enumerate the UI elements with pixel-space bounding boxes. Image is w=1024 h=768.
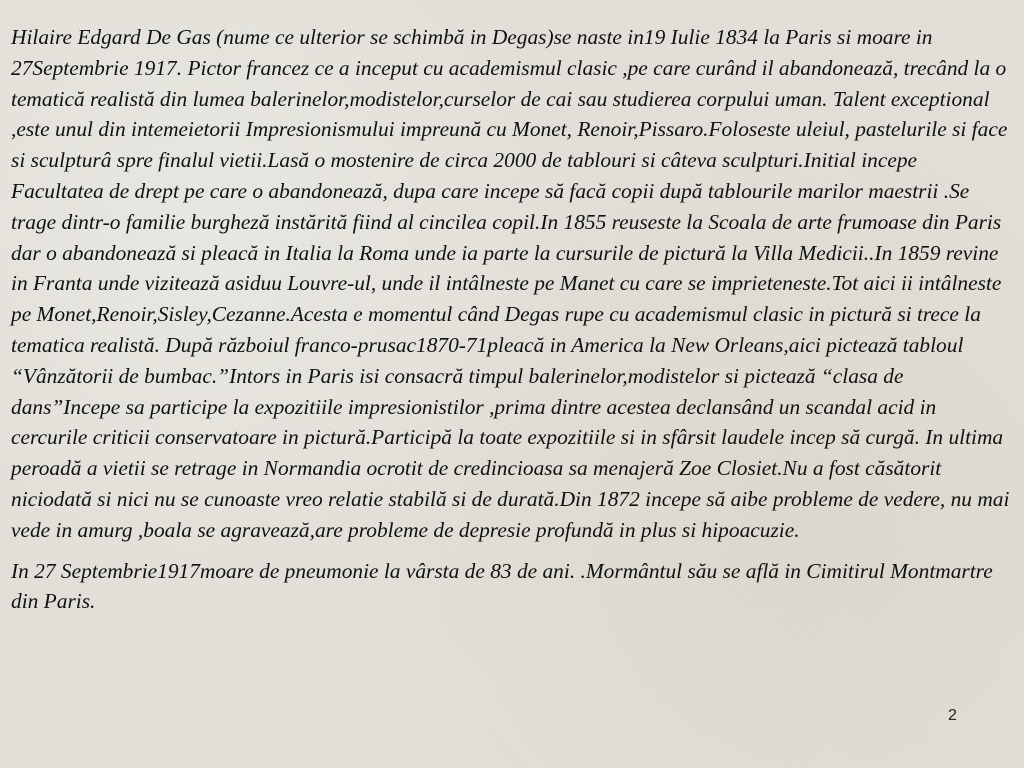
paragraph-death: In 27 Septembrie1917moare de pneumonie la vârsta de 83 de ani. .Mormântul său se află in Cimitirul Montmartre din Paris.: [11, 558, 993, 614]
slide-body-text: [11, 22, 1011, 617]
paragraph-biography: Hilaire Edgard De Gas (nume ce ulterior se schimbă in Degas)se naste in19 Iulie 1834 la Paris si moare in 27Septembrie 1917. Pictor francez ce a inceput cu academismul clasic ,pe care curând il abandonează, trecând la o tematică realistă din lumea balerinelor,modistelor,curselor de cai sau studierea corpului uman. Talent exceptional ,este unul din intemeietorii Impresionismului impreună cu Monet, Renoir,Pissaro.Foloseste uleiul, pastelurile si face si sculpturâ spre finalul vietii.Lasă o mostenire de circa 2000 de tablouri si câteva sculpturi.Initial incepe Facultatea de drept pe care o abandonează, dupa care incepe să facă copii după tablourile marilor maestrii .Se trage dintr-o familie burgheză instărită fiind al cincilea copil.In 1855 reuseste la Scoala de arte frumoase din Paris dar o abandonează si pleacă in Italia la Roma unde ia parte la cursurile de pictură la Villa Medicii..In 1859 revine in Franta unde vizitează asiduu Louvre-ul, unde il intâlneste pe Manet cu care se imprieteneste.Tot aici ii intâlneste pe Monet,Renoir,Sisley,Cezanne.Acesta e momentul când Degas rupe cu academismul clasic in pictură si trece la tematica realistă. După războiul franco-prusac1870-71pleacă in America la New Orleans,aici pictează tabloul “Vânzătorii de bumbac.”Intors in Paris isi consacră timpul balerinelor,modistelor si pictează “clasa de dans”Incepe sa participe la expozitiile impresionistilor ,prima dintre acestea declansând un scandal acid in cercurile criticii conservatoare in pictură.Participă la toate expozitiile si in sfârsit laudele incep să curgă. In ultima peroadă a vietii se retrage in Normandia ocrotit de credincioasa sa menajeră Zoe Closiet.Nu a fost căsătorit niciodată si nici nu se cunoaste vreo relatie stabilă si de durată.Din 1872 incepe să aibe probleme de vedere, nu mai vede in amurg ,boala se agravează,are probleme de depresie profundă in plus si hipoacuzie.: [11, 25, 1010, 542]
page-number: 2: [948, 707, 957, 724]
